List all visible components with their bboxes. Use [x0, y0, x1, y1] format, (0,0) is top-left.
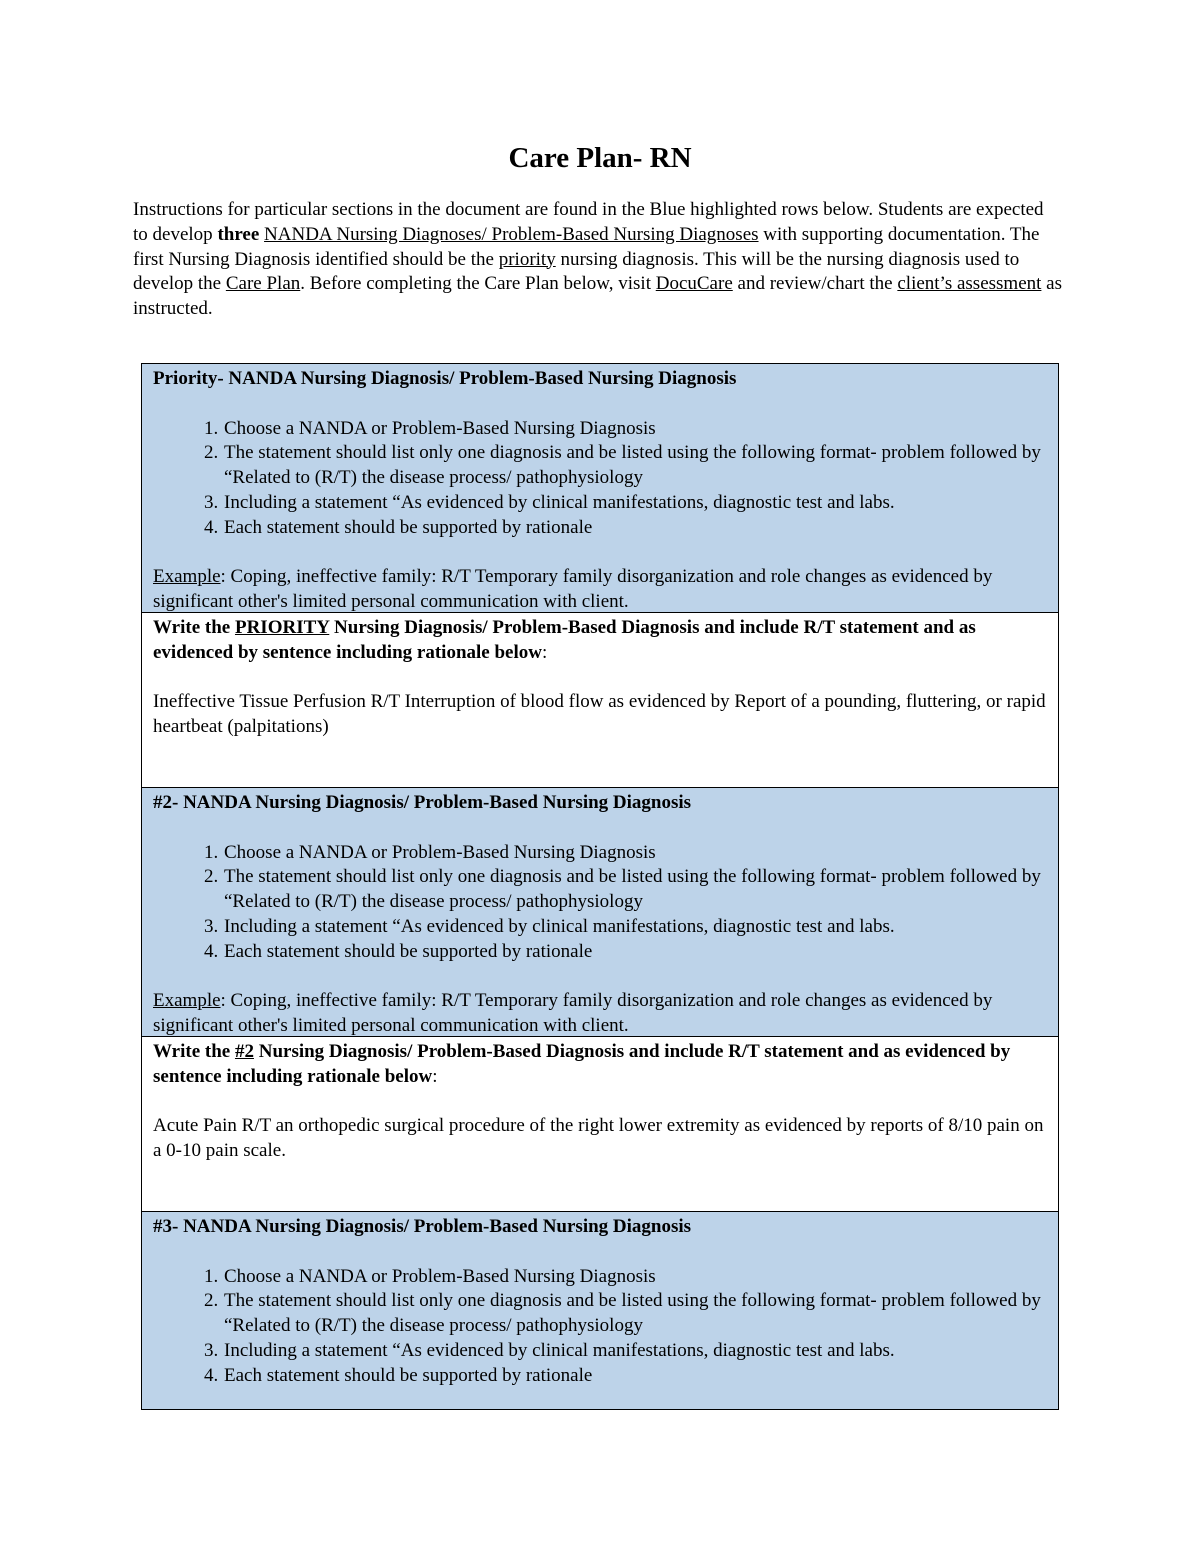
write-prompt-colon: : — [541, 641, 548, 663]
intro-underline-docucare: DocuCare — [655, 273, 733, 295]
diagnosis-2-answer-row — [142, 1037, 1058, 1212]
intro-underline-client-assessment: client’s assessment — [897, 273, 1042, 295]
write-prompt-text: Write the — [153, 617, 235, 638]
intro-text: nursing diagnosis. This will be the nursing diagnosis used to develop the — [133, 248, 1020, 295]
write-prompt-text: Write the — [153, 1041, 235, 1062]
instructions-paragraph — [133, 198, 1063, 322]
intro-underline-care-plan: Care Plan — [225, 273, 301, 295]
priority-answer-row — [142, 613, 1058, 788]
example-label: Example — [153, 990, 221, 1012]
list-item: 3. Including a statement “As evidenced by clinical manifestations, diagnostic test and labs. — [223, 915, 1046, 940]
write-prompt-underline: #2 — [234, 1041, 254, 1062]
intro-text: Instructions for particular sections in the document are found in the Blue highlighted rows below. Students are expected to develop — [133, 199, 1044, 245]
instruction-list — [153, 1265, 1046, 1389]
list-item: 4. Each statement should be supported by rationale — [223, 940, 1046, 965]
page-title: Care Plan- RN — [508, 142, 692, 174]
example-text — [153, 989, 1046, 1037]
list-item: 1. Choose a NANDA or Problem-Based Nursing Diagnosis — [223, 1265, 1046, 1290]
intro-underline-nanda: NANDA Nursing Diagnoses/ Problem-Based Nursing Diagnoses — [264, 223, 759, 245]
section-header: #2- NANDA Nursing Diagnosis/ Problem-Based Nursing Diagnosis — [153, 792, 692, 813]
diagnosis-2-instructions-row — [142, 788, 1058, 1037]
intro-text: with supporting documentation. The first Nursing Diagnosis identified should be the — [133, 223, 1040, 270]
list-item: 2. The statement should list only one diagnosis and be listed using the following format- problem followed by “Related to (R/T) the disease process/ pathophysiology — [223, 1289, 1046, 1339]
example-label: Example — [153, 566, 221, 588]
list-item: 4. Each statement should be supported by rationale — [223, 516, 1046, 541]
intro-underline-priority: priority — [498, 248, 556, 270]
section-header: #3- NANDA Nursing Diagnosis/ Problem-Based Nursing Diagnosis — [153, 1216, 692, 1237]
example-body: : Coping, ineffective family: R/T Temporary family disorganization and role changes as evidenced by significant other's limited personal communication with client. — [153, 990, 993, 1037]
write-prompt — [153, 1040, 1046, 1090]
write-prompt — [153, 616, 1046, 666]
intro-text: . Before completing the Care Plan below, visit — [300, 273, 656, 295]
priority-instructions-row — [142, 364, 1058, 613]
write-prompt-colon: : — [432, 1065, 438, 1087]
intro-text: and review/chart the — [732, 273, 898, 295]
list-item: 2. The statement should list only one diagnosis and be listed using the following format- problem followed by “Related to (R/T) the disease process/ pathophysiology — [223, 865, 1046, 915]
list-item: 3. Including a statement “As evidenced by clinical manifestations, diagnostic test and labs. — [223, 1339, 1046, 1364]
write-prompt-underline: PRIORITY — [234, 617, 330, 638]
diagnosis-answer: Ineffective Tissue Perfusion R/T Interruption of blood flow as evidenced by Report of a pounding, fluttering, or rapid heartbeat (palpitations) — [153, 691, 1046, 738]
diagnosis-3-instructions-row — [142, 1212, 1058, 1409]
list-item: 1. Choose a NANDA or Problem-Based Nursing Diagnosis — [223, 417, 1046, 442]
example-body: : Coping, ineffective family: R/T Temporary family disorganization and role changes as evidenced by significant other's limited personal communication with client. — [153, 566, 993, 613]
intro-bold-three: three — [217, 223, 260, 245]
list-item: 4. Each statement should be supported by rationale — [223, 1364, 1046, 1389]
intro-text: as instructed. — [133, 273, 1062, 320]
example-text — [153, 565, 1046, 613]
section-header: Priority- NANDA Nursing Diagnosis/ Problem-Based Nursing Diagnosis — [153, 368, 737, 389]
list-item: 1. Choose a NANDA or Problem-Based Nursing Diagnosis — [223, 841, 1046, 866]
instruction-list — [153, 841, 1046, 965]
list-item: 2. The statement should list only one diagnosis and be listed using the following format- problem followed by “Related to (R/T) the disease process/ pathophysiology — [223, 441, 1046, 491]
instruction-list — [153, 417, 1046, 541]
list-item: 3. Including a statement “As evidenced by clinical manifestations, diagnostic test and labs. — [223, 491, 1046, 516]
diagnosis-answer: Acute Pain R/T an orthopedic surgical procedure of the right lower extremity as evidenced by reports of 8/10 pain on a 0-10 pain scale. — [153, 1115, 1044, 1162]
write-prompt-text: Nursing Diagnosis/ Problem-Based Diagnosis and include R/T statement and as evidenced by sentence including rationale below — [153, 617, 976, 663]
care-plan-table — [141, 363, 1059, 1410]
write-prompt-text: Nursing Diagnosis/ Problem-Based Diagnosis and include R/T statement and as evidenced by sentence including rationale below — [153, 1041, 1011, 1087]
